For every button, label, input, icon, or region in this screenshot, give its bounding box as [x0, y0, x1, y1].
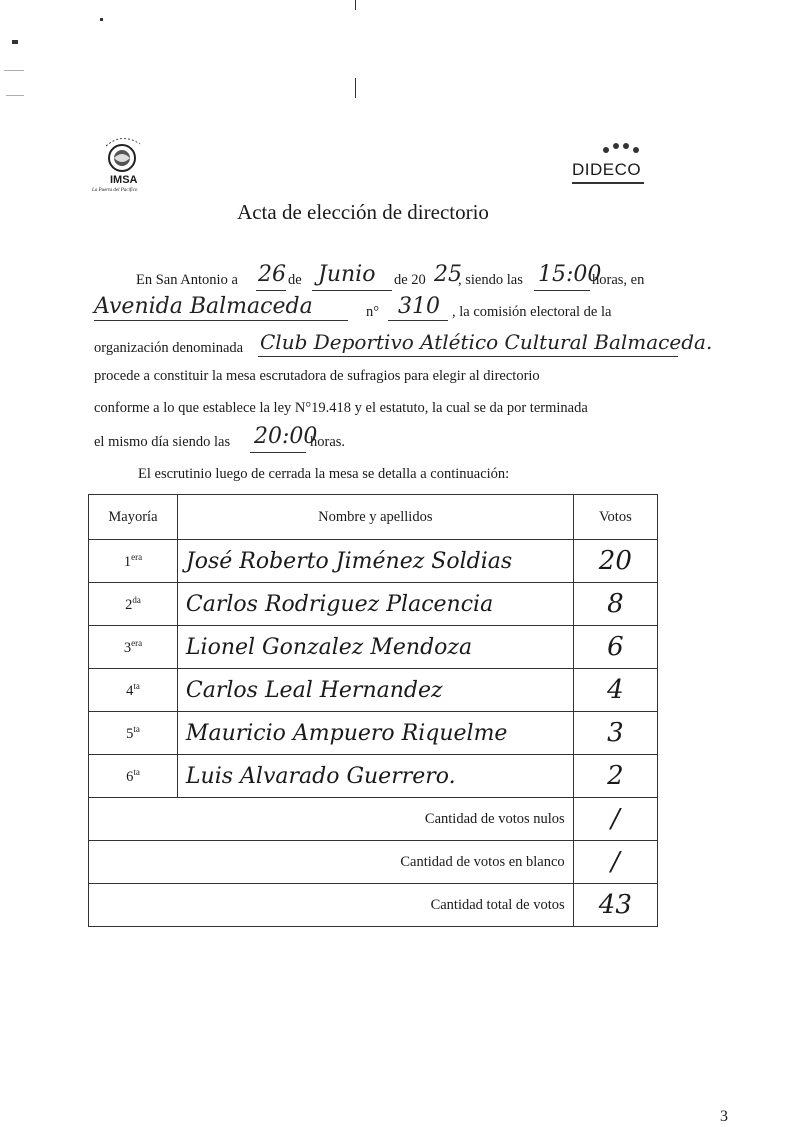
handwritten-day: 26 — [258, 262, 286, 287]
handwritten-month: Junio — [318, 262, 376, 287]
text-fragment: En San Antonio a — [136, 272, 238, 288]
blank-underline — [534, 290, 590, 291]
rank-number: 1 — [123, 553, 132, 570]
scan-speck — [4, 70, 24, 71]
blank-votes-value: / — [573, 841, 657, 884]
text-fragment: horas. — [310, 434, 346, 450]
table-row — [89, 712, 658, 755]
candidate-votes: 2 — [573, 755, 657, 798]
handwritten-organization: Club Deportivo Atlético Cultural Balmaceda. — [260, 330, 713, 354]
null-votes-label: Cantidad de votos nulos — [89, 798, 574, 841]
rank-suffix: era — [131, 637, 143, 648]
text-fragment: de 20 — [394, 272, 426, 288]
rank-suffix: ta — [133, 680, 140, 691]
handwritten-end-time: 20:00 — [254, 424, 318, 449]
votes-table — [88, 494, 658, 927]
null-votes-value: / — [573, 798, 657, 841]
candidate-votes: 4 — [573, 669, 657, 712]
handwritten-year: 25 — [434, 262, 462, 287]
scan-speck — [355, 0, 356, 10]
candidate-name: Mauricio Ampuero Riquelme — [177, 712, 573, 755]
rank-number: 4 — [126, 682, 134, 699]
table-row — [89, 669, 658, 712]
blank-underline — [388, 320, 448, 321]
scan-speck — [100, 18, 103, 21]
candidate-votes: 3 — [573, 712, 657, 755]
rank-number: 3 — [123, 639, 132, 656]
blank-underline — [256, 290, 286, 291]
total-votes-label: Cantidad total de votos — [89, 884, 574, 927]
scan-speck — [355, 78, 356, 98]
table-row — [89, 540, 658, 583]
dideco-dots-icon — [584, 140, 654, 162]
header-rank: Mayoría — [89, 495, 178, 540]
imsa-logo — [92, 136, 172, 200]
table-header-row — [89, 495, 658, 540]
candidate-votes: 8 — [573, 583, 657, 626]
blank-underline — [94, 320, 348, 321]
text-fragment: n° — [366, 304, 380, 320]
candidate-votes: 6 — [573, 626, 657, 669]
candidate-rank — [89, 712, 178, 755]
text-fragment: horas, en — [592, 272, 645, 288]
dideco-logo — [566, 140, 656, 190]
candidate-name: Carlos Leal Hernandez — [177, 669, 573, 712]
paragraph-line-4: procede a constituir la mesa escrutadora de sufragios para elegir al directorio — [94, 368, 540, 384]
table-row — [89, 583, 658, 626]
imsa-logo-text: IMSA — [110, 174, 138, 186]
scan-speck — [6, 95, 24, 96]
text-fragment: , siendo las — [458, 272, 523, 288]
rank-suffix: da — [132, 594, 141, 605]
rank-suffix: ta — [133, 723, 140, 734]
rank-number: 6 — [126, 768, 134, 785]
text-fragment: , la comisión electoral de la — [452, 304, 612, 320]
blank-underline — [250, 452, 306, 453]
header-votes: Votos — [573, 495, 657, 540]
dideco-underline — [572, 182, 644, 184]
table-row — [89, 755, 658, 798]
blank-underline — [312, 290, 392, 291]
total-votes-value: 43 — [573, 884, 657, 927]
rank-number: 2 — [125, 596, 133, 613]
handwritten-start-time: 15:00 — [538, 262, 602, 287]
rank-suffix: era — [131, 551, 143, 562]
handwritten-number: 310 — [398, 294, 440, 319]
candidate-name: Luis Alvarado Guerrero. — [177, 755, 573, 798]
total-votes-row — [89, 884, 658, 927]
candidate-name: Carlos Rodriguez Placencia — [177, 583, 573, 626]
blank-votes-label: Cantidad de votos en blanco — [89, 841, 574, 884]
blank-underline — [258, 356, 678, 357]
candidate-rank — [89, 540, 178, 583]
text-fragment: organización denominada — [94, 340, 244, 356]
document-title: Acta de elección de directorio — [237, 200, 489, 224]
header-name: Nombre y apellidos — [177, 495, 573, 540]
candidate-votes: 20 — [573, 540, 657, 583]
blank-votes-row — [89, 841, 658, 884]
null-votes-row — [89, 798, 658, 841]
imsa-logo-subtitle: La Puerta del Pacífico — [92, 188, 138, 193]
candidate-rank — [89, 583, 178, 626]
candidate-name: José Roberto Jiménez Soldias — [177, 540, 573, 583]
rank-suffix: ta — [133, 766, 140, 777]
scan-speck — [12, 40, 18, 44]
handwritten-street: Avenida Balmaceda — [94, 294, 313, 319]
candidate-rank — [89, 669, 178, 712]
rank-number: 5 — [126, 725, 134, 742]
dideco-logo-text: DIDECO — [572, 160, 642, 179]
page-number: 3 — [720, 1108, 728, 1125]
candidate-name: Lionel Gonzalez Mendoza — [177, 626, 573, 669]
paragraph-line-7: El escrutinio luego de cerrada la mesa se detalla a continuación: — [138, 466, 510, 482]
paragraph-line-5: conforme a lo que establece la ley N°19.418 y el estatuto, la cual se da por terminada — [94, 400, 588, 416]
candidate-rank — [89, 626, 178, 669]
table-row — [89, 626, 658, 669]
text-fragment: de — [288, 272, 302, 288]
candidate-rank — [89, 755, 178, 798]
text-fragment: el mismo día siendo las — [94, 434, 231, 450]
